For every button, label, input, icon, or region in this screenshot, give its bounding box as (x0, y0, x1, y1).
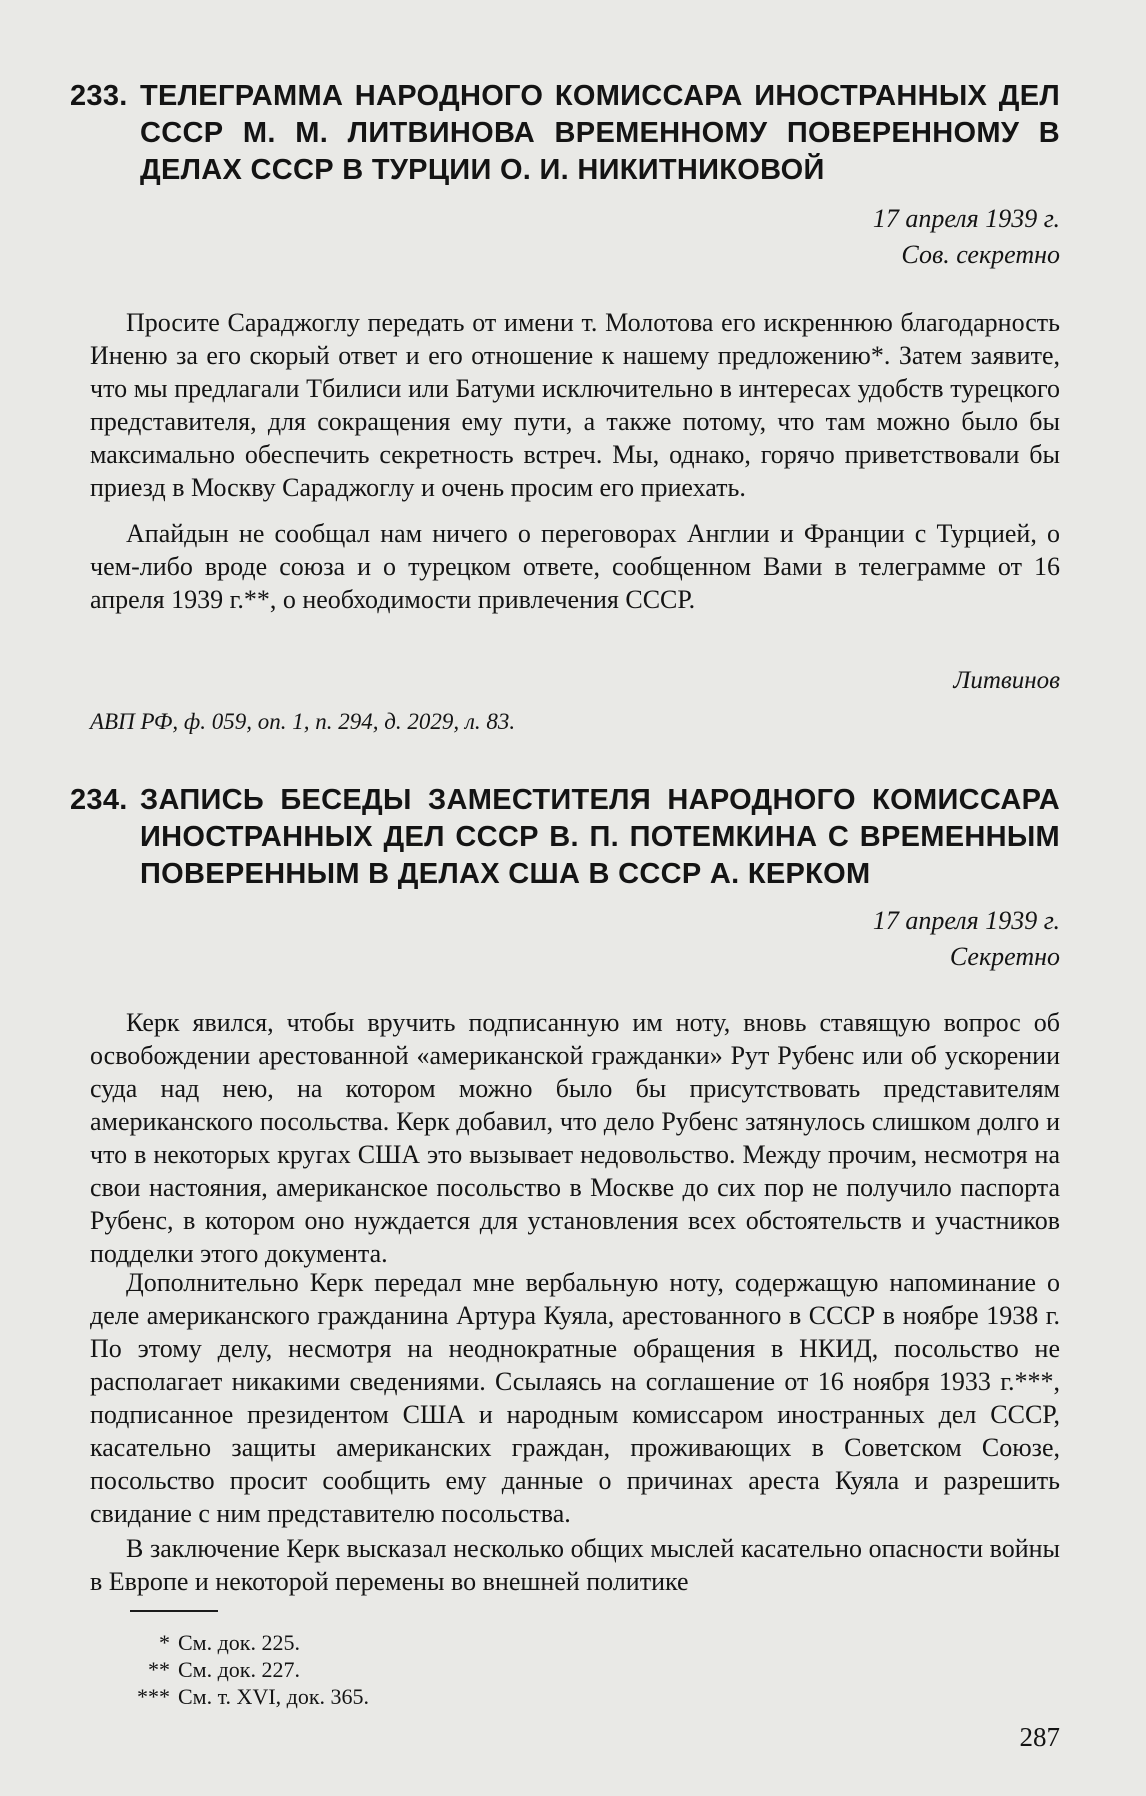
footnote-3 (124, 1684, 369, 1710)
doc233-paragraph-2: Апайдын не сообщал нам ничего о переговорах Англии и Франции с Турцией, о чем-либо вроде союза и о турецком ответе, сообщенном Вами в телеграмме от 16 апреля 1939 г.**, о необходимости привлечения СССР. (90, 519, 1060, 614)
doc234-paragraph-2: Дополнительно Керк передал мне вербальную ноту, содержащую напоминание о деле американского гражданина Артура Куяла, арестованного в СССР в ноябре 1938 г. По этому делу, несмотря на неоднократные обращения в НКИД, посольство не располагает никакими сведениями. Ссылаясь на соглашение от 16 ноября 1933 г.***, подписанное президентом США и народным комиссаром иностранных дел СССР, касательно защиты американских граждан, проживающих в Советском Союзе, посольство просит сообщить ему данные о причинах ареста Куяла и разрешить свидание с ним представителю посольства. (90, 1268, 1060, 1528)
footnote-1-mark: * (159, 1630, 170, 1655)
footnote-divider (130, 1610, 218, 1612)
doc233-title: ТЕЛЕГРАММА НАРОДНОГО КОМИССАРА ИНОСТРАННЫХ ДЕЛ СССР М. М. ЛИТВИНОВА ВРЕМЕННОМУ ПОВЕРЕННОМУ В ДЕЛАХ СССР В ТУРЦИИ О. И. НИКИТНИКОВОЙ (140, 80, 1060, 186)
footnote-1-text: См. док. 225. (178, 1630, 300, 1655)
doc233-heading (70, 78, 1060, 189)
doc234-paragraph-1: Керк явился, чтобы вручить подписанную им ноту, вновь ставящую вопрос об освобождении арестованной «американской гражданки» Рут Рубенс или об ускорении суда над нею, на котором можно было бы присутствовать представителям американского посольства. Керк добавил, что дело Рубенс затянулось слишком долго и что в некоторых кругах США это вызывает недовольство. Между прочим, несмотря на свои настояния, американское посольство в Москве до сих пор не получило паспорта Рубенс, в котором оно нуждается для установления всех обстоятельств и участников подделки этого документа. (90, 1008, 1060, 1268)
doc234-paragraph-3: В заключение Керк высказал несколько общих мыслей касательно опасности войны в Европе и некоторой перемены во внешней политике (90, 1534, 1060, 1596)
footnote-1 (124, 1630, 300, 1656)
doc233-date: 17 апреля 1939 г. (872, 204, 1060, 233)
doc234-date: 17 апреля 1939 г. (872, 906, 1060, 935)
footnote-3-mark: *** (137, 1684, 170, 1709)
footnote-2-mark: ** (148, 1657, 170, 1682)
page-number: 287 (1019, 1722, 1060, 1752)
doc234-heading (70, 782, 1060, 893)
footnote-3-text: См. т. XVI, док. 365. (178, 1684, 370, 1709)
doc234-classification: Секретно (949, 942, 1060, 971)
doc233-archive-reference: АВП РФ, ф. 059, оп. 1, п. 294, д. 2029, л. 83. (90, 709, 516, 734)
doc233-number: 233. (70, 80, 128, 112)
doc233-classification: Сов. секретно (901, 240, 1060, 269)
footnote-2 (124, 1657, 300, 1683)
doc233-signature: Литвинов (953, 667, 1060, 694)
doc233-paragraph-1: Просите Сараджоглу передать от имени т. Молотова его искреннюю благодарность Иненю за его скорый ответ и его отношение к нашему предложению*. Затем заявите, что мы предлагали Тбилиси или Батуми исключительно в интересах удобств турецкого представителя, для сокращения ему пути, а также потому, что там можно было бы максимально обеспечить секретность встреч. Мы, однако, горячо приветствовали бы приезд в Москву Сараджоглу и очень просим его приехать. (90, 308, 1060, 502)
doc234-title: ЗАПИСЬ БЕСЕДЫ ЗАМЕСТИТЕЛЯ НАРОДНОГО КОМИССАРА ИНОСТРАННЫХ ДЕЛ СССР В. П. ПОТЕМКИНА С ВРЕМЕННЫМ ПОВЕРЕННЫМ В ДЕЛАХ США В СССР А. КЕРКОМ (140, 784, 1060, 890)
doc234-number: 234. (70, 784, 128, 816)
footnote-2-text: См. док. 227. (178, 1657, 300, 1682)
